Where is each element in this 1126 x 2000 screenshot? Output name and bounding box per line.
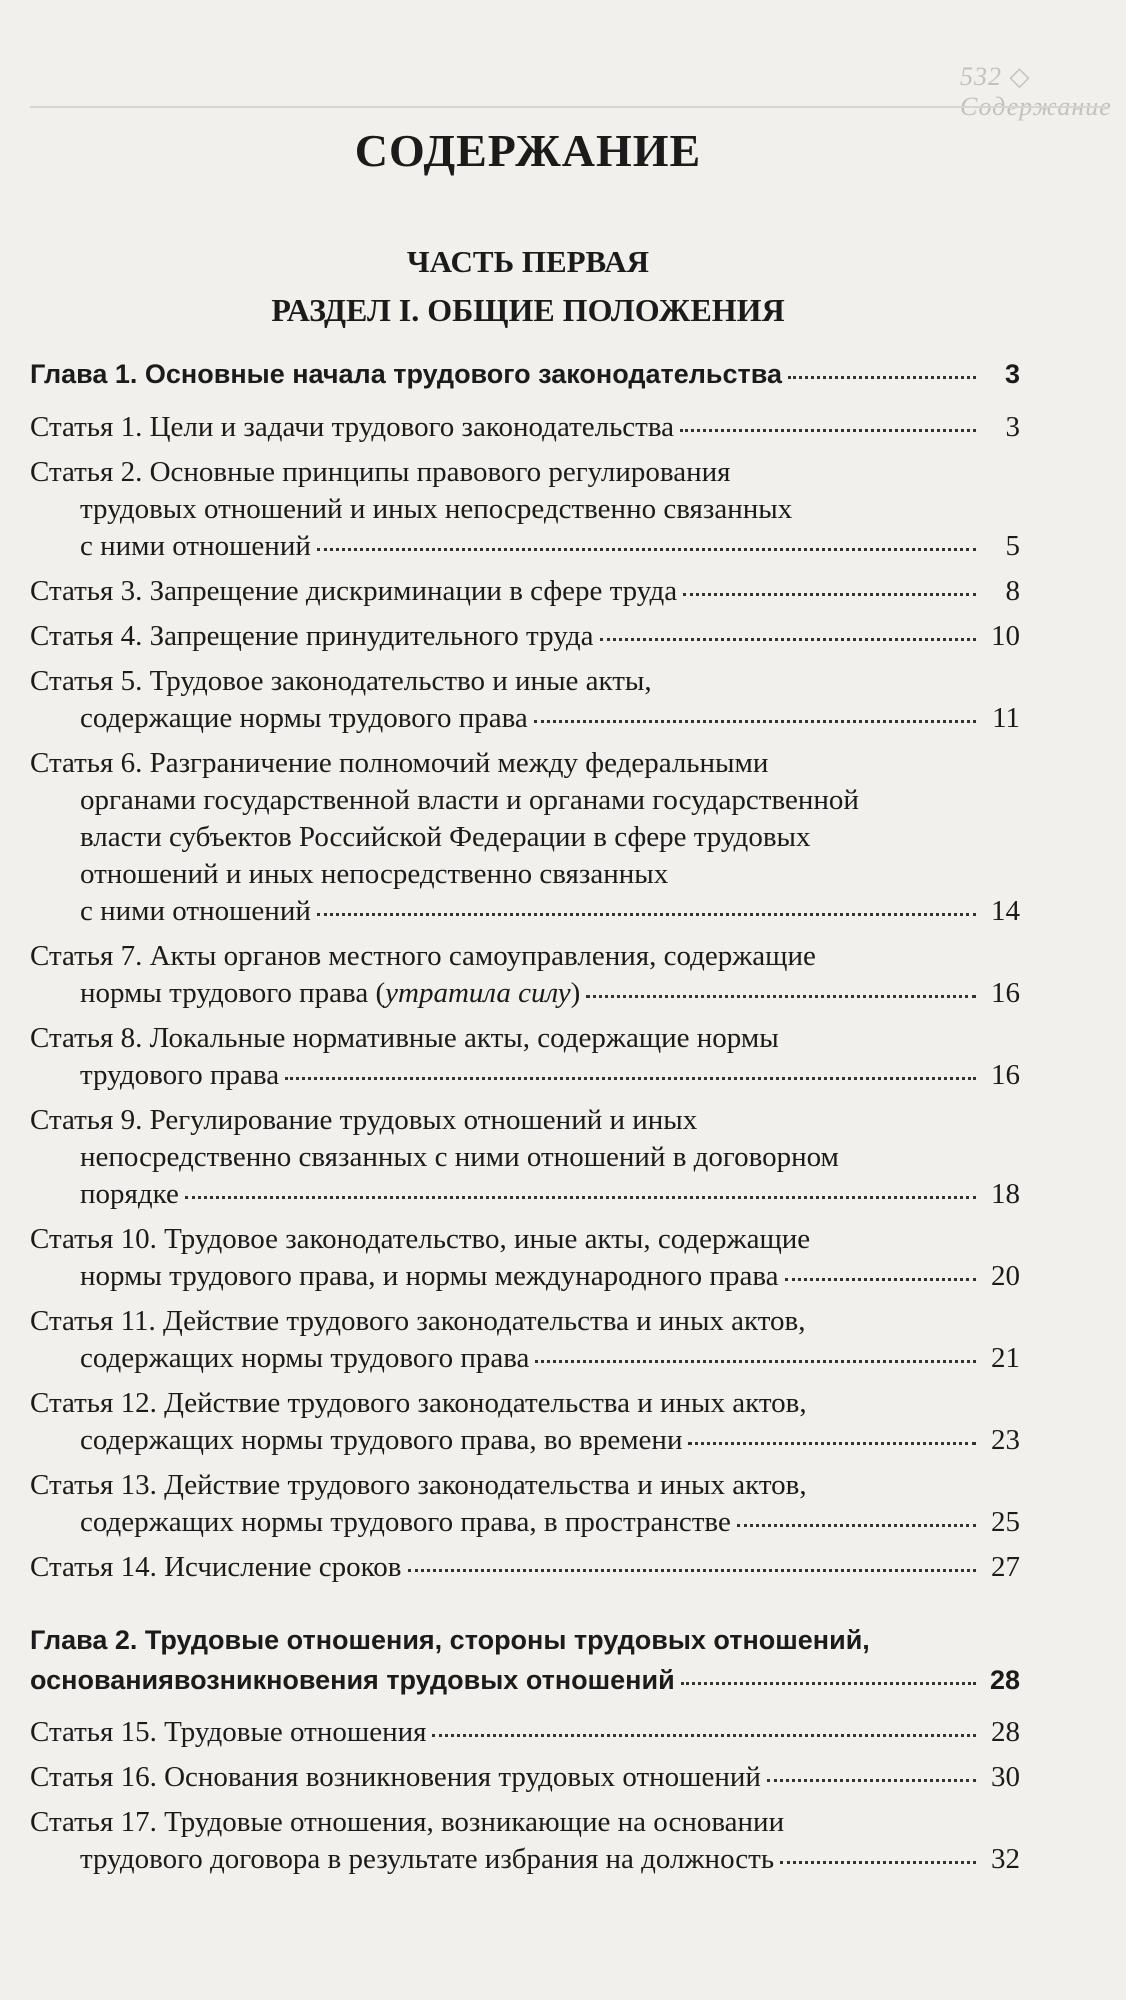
running-head: 532 ◇ Содержание [960, 62, 1112, 121]
dot-leader [788, 376, 976, 379]
toc-entry-article-8[interactable]: Статья 8. Локальные нормативные акты, содержащие нормы трудового права 16 [30, 1020, 1030, 1094]
dot-leader [680, 429, 976, 432]
page-number: 5 [1005, 530, 1020, 562]
repealed-note: утратила силу [385, 977, 571, 1009]
toc-entry-chapter-1[interactable]: Глава 1. Основные начала трудового законодательства 3 [30, 356, 1030, 393]
page-number: 16 [991, 1059, 1020, 1091]
toc-entry-article-6[interactable]: Статья 6. Разграничение полномочий между федеральными органами государственной власти и органами государственной власти субъектов Российской Федерации в сфере трудовых отношений и иных непосредственно связанных с ними отношений 14 [30, 745, 1030, 930]
dot-leader [535, 1360, 976, 1363]
page-number: 30 [991, 1761, 1020, 1793]
section-heading: РАЗДЕЛ I. ОБЩИЕ ПОЛОЖЕНИЯ [271, 292, 785, 328]
toc-entry-article-16[interactable]: Статья 16. Основания возникновения трудовых отношений 30 [30, 1759, 1030, 1796]
dot-leader [534, 720, 976, 723]
toc-entry-article-10[interactable]: Статья 10. Трудовое законодательство, иные акты, содержащие нормы трудового права, и нормы международного права 20 [30, 1221, 1030, 1295]
part-heading: ЧАСТЬ ПЕРВАЯ [406, 244, 650, 279]
toc-entry-article-4[interactable]: Статья 4. Запрещение принудительного труда 10 [30, 618, 1030, 655]
dot-leader [767, 1779, 976, 1782]
page-title: СОДЕРЖАНИЕ [354, 125, 702, 176]
dot-leader [780, 1861, 976, 1864]
dot-leader [688, 1442, 976, 1445]
toc-entry-article-17[interactable]: Статья 17. Трудовые отношения, возникающие на основании трудового договора в результате избрания на должность 32 [30, 1804, 1030, 1878]
page-number: 16 [991, 977, 1020, 1009]
toc-entry-article-2[interactable]: Статья 2. Основные принципы правового регулирования трудовых отношений и иных непосредственно связанных с ними отношений 5 [30, 454, 1030, 565]
toc-entry-article-11[interactable]: Статья 11. Действие трудового законодательства и иных актов, содержащих нормы трудового права 21 [30, 1303, 1030, 1377]
dot-leader [317, 548, 976, 551]
toc-entry-chapter-2[interactable]: Глава 2. Трудовые отношения, стороны трудовых отношений, основаниявозникновения трудовых отношений 28 [30, 1620, 1030, 1700]
page-number: 20 [991, 1260, 1020, 1292]
page-number: 28 [989, 1665, 1020, 1695]
dot-leader [600, 638, 976, 641]
toc-entry-article-12[interactable]: Статья 12. Действие трудового законодательства и иных актов, содержащих нормы трудового права, во времени 23 [30, 1385, 1030, 1459]
toc-entry-article-13[interactable]: Статья 13. Действие трудового законодательства и иных актов, содержащих нормы трудового права, в пространстве 25 [30, 1467, 1030, 1541]
page-number: 25 [991, 1506, 1020, 1538]
page-number: 23 [991, 1424, 1020, 1456]
page-number: 3 [1005, 411, 1020, 443]
page-number: 21 [991, 1342, 1020, 1374]
page-number: 27 [991, 1551, 1020, 1583]
dot-leader [285, 1077, 976, 1080]
dot-leader [785, 1278, 976, 1281]
toc-entry-article-3[interactable]: Статья 3. Запрещение дискриминации в сфере труда 8 [30, 573, 1030, 610]
header-rule [30, 106, 1106, 108]
dot-leader [432, 1734, 976, 1737]
toc-entry-article-9[interactable]: Статья 9. Регулирование трудовых отношений и иных непосредственно связанных с ними отношений в договорном порядке 18 [30, 1102, 1030, 1213]
dot-leader [185, 1196, 976, 1199]
page-number: 11 [992, 702, 1020, 734]
table-of-contents [30, 356, 1030, 1878]
page-number: 18 [991, 1178, 1020, 1210]
toc-entry-article-1[interactable]: Статья 1. Цели и задачи трудового законодательства 3 [30, 409, 1030, 446]
page-number: 3 [1004, 359, 1020, 389]
dot-leader [586, 995, 976, 998]
page-number: 10 [991, 620, 1020, 652]
toc-entry-article-5[interactable]: Статья 5. Трудовое законодательство и иные акты, содержащие нормы трудового права 11 [30, 663, 1030, 737]
dot-leader [681, 1682, 976, 1685]
dot-leader [317, 913, 976, 916]
dot-leader [737, 1524, 976, 1527]
page-number: 28 [991, 1716, 1020, 1748]
page-number: 14 [991, 895, 1020, 927]
page-number: 8 [1005, 575, 1020, 607]
page-number: 32 [991, 1843, 1020, 1875]
toc-entry-article-7[interactable]: Статья 7. Акты органов местного самоуправления, содержащие нормы трудового права (утратила силу) 16 [30, 938, 1030, 1012]
toc-entry-article-14[interactable]: Статья 14. Исчисление сроков 27 [30, 1549, 1030, 1586]
dot-leader [683, 593, 976, 596]
dot-leader [408, 1569, 977, 1572]
toc-entry-article-15[interactable]: Статья 15. Трудовые отношения 28 [30, 1714, 1030, 1751]
